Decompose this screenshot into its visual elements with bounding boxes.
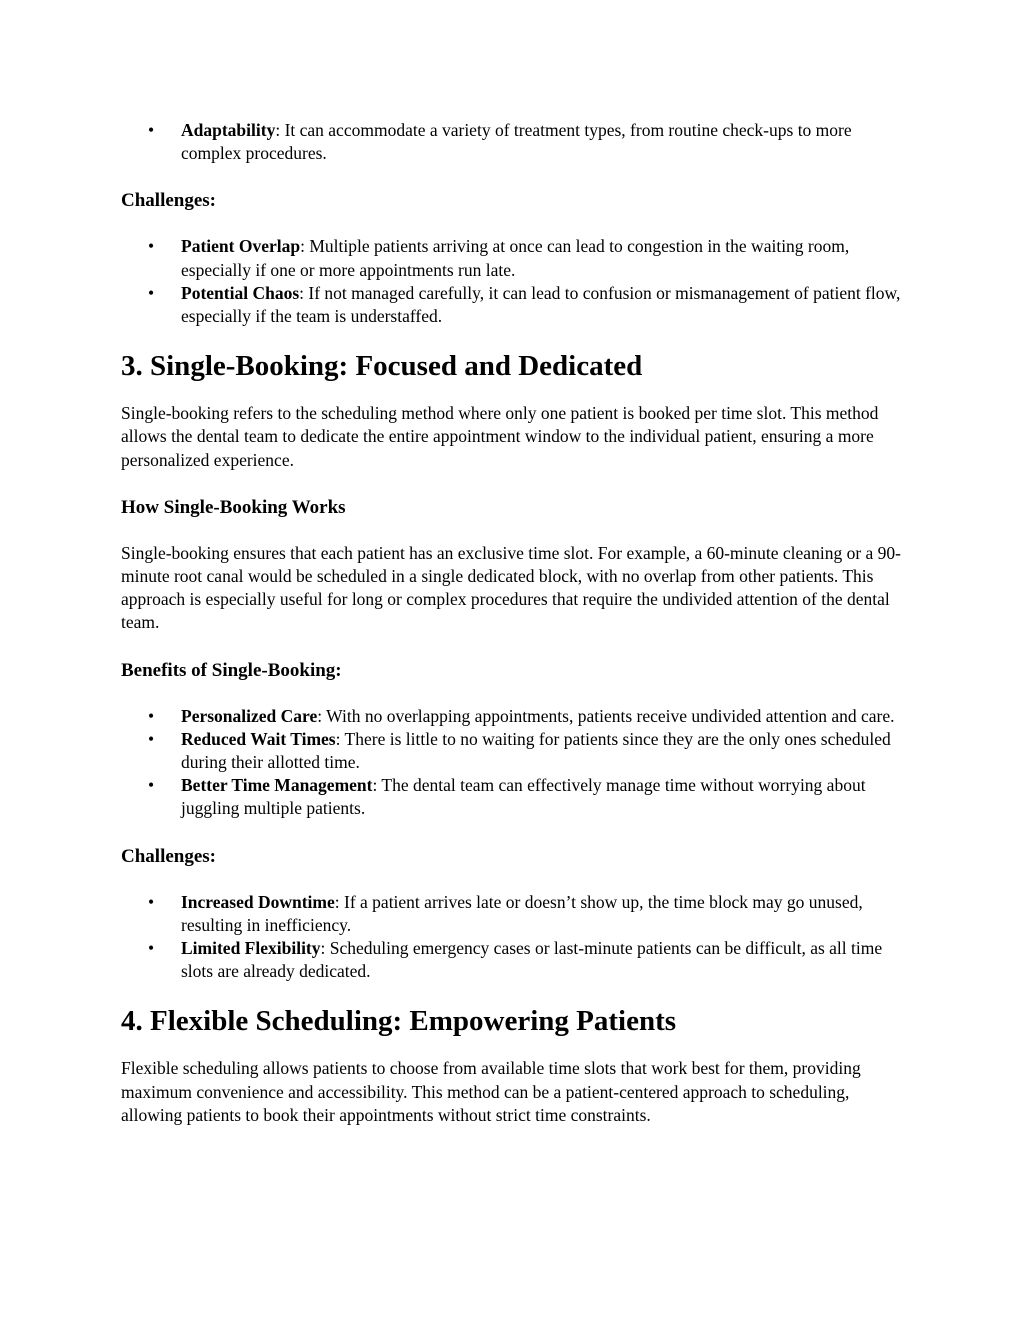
list-item-term: Better Time Management bbox=[181, 775, 373, 796]
benefits-list bbox=[121, 705, 911, 821]
section-3-title: 3. Single-Booking: Focused and Dedicated bbox=[121, 350, 643, 383]
challenges-list bbox=[121, 235, 911, 328]
list-item-text: : The dental team can effectively manage time without worrying about juggling multiple patients. bbox=[181, 775, 866, 819]
list-item bbox=[121, 705, 911, 728]
list-item-term: Reduced Wait Times bbox=[181, 728, 336, 749]
list-item-text: : There is little to no waiting for patients since they are the only ones scheduled during their allotted time. bbox=[181, 728, 891, 773]
how-single-booking-text: Single-booking ensures that each patient has an exclusive time slot. For example, a 60-minute cleaning or a 90-minute root canal would be scheduled in a single dedicated block, with no overlap from other patients. This approach is especially useful for long or complex procedures that require the undivided attention of the dental team. bbox=[121, 542, 901, 633]
list-item-term: Limited Flexibility bbox=[181, 938, 321, 959]
list-item-text: : If a patient arrives late or doesn’t show up, the time block may go unused, resulting in inefficiency. bbox=[181, 891, 863, 935]
challenges-list bbox=[121, 891, 911, 984]
list-item bbox=[121, 937, 911, 983]
document-page bbox=[121, 119, 911, 1127]
how-single-booking-heading: How Single-Booking Works bbox=[121, 496, 346, 518]
list-item-term: Adaptability bbox=[181, 120, 276, 140]
list-item-text: : Scheduling emergency cases or last-minute patients can be difficult, as all time slots are already dedicated. bbox=[181, 938, 883, 982]
bullet-list-adaptability bbox=[121, 119, 911, 165]
list-item-text: : Multiple patients arriving at once can lead to congestion in the waiting room, especially if one or more appointments run late. bbox=[181, 236, 850, 280]
list-item bbox=[121, 119, 911, 165]
challenges-heading: Challenges: bbox=[121, 845, 216, 867]
bullet-icon: • bbox=[148, 120, 155, 140]
benefits-heading: Benefits of Single-Booking: bbox=[121, 659, 342, 681]
list-item bbox=[121, 891, 911, 937]
bullet-icon: • bbox=[148, 775, 155, 796]
list-item-term: Potential Chaos bbox=[181, 282, 300, 303]
section-4-intro: Flexible scheduling allows patients to choose from available time slots that work best for them, providing maximum convenience and accessibility. This method can be a patient-centered approach to scheduling, allowing patients to book their appointments without strict time constraints. bbox=[121, 1058, 861, 1125]
list-item bbox=[121, 235, 911, 281]
list-item-text: : With no overlapping appointments, patients receive undivided attention and care. bbox=[317, 705, 895, 726]
bullet-icon: • bbox=[148, 728, 155, 749]
list-item-text: : If not managed carefully, it can lead to confusion or mismanagement of patient flow, especially if the team is understaffed. bbox=[181, 282, 901, 327]
challenges-heading: Challenges: bbox=[121, 190, 216, 212]
list-item-term: Increased Downtime bbox=[181, 891, 335, 912]
list-item-term: Patient Overlap bbox=[181, 236, 301, 257]
bullet-icon: • bbox=[148, 891, 155, 912]
bullet-icon: • bbox=[148, 705, 155, 726]
list-item-text: : It can accommodate a variety of treatment types, from routine check-ups to more complex procedures. bbox=[181, 120, 852, 164]
list-item bbox=[121, 282, 911, 328]
list-item bbox=[121, 774, 911, 820]
bullet-icon: • bbox=[148, 282, 155, 303]
bullet-icon: • bbox=[148, 938, 155, 959]
list-item-term: Personalized Care bbox=[181, 705, 318, 726]
bullet-icon: • bbox=[148, 236, 155, 257]
list-item bbox=[121, 728, 911, 774]
section-4-title: 4. Flexible Scheduling: Empowering Patients bbox=[121, 1005, 677, 1038]
section-3-intro: Single-booking refers to the scheduling method where only one patient is booked per time slot. This method allows the dental team to dedicate the entire appointment window to the individual patient, ensuring a more personalized experience. bbox=[121, 403, 879, 470]
